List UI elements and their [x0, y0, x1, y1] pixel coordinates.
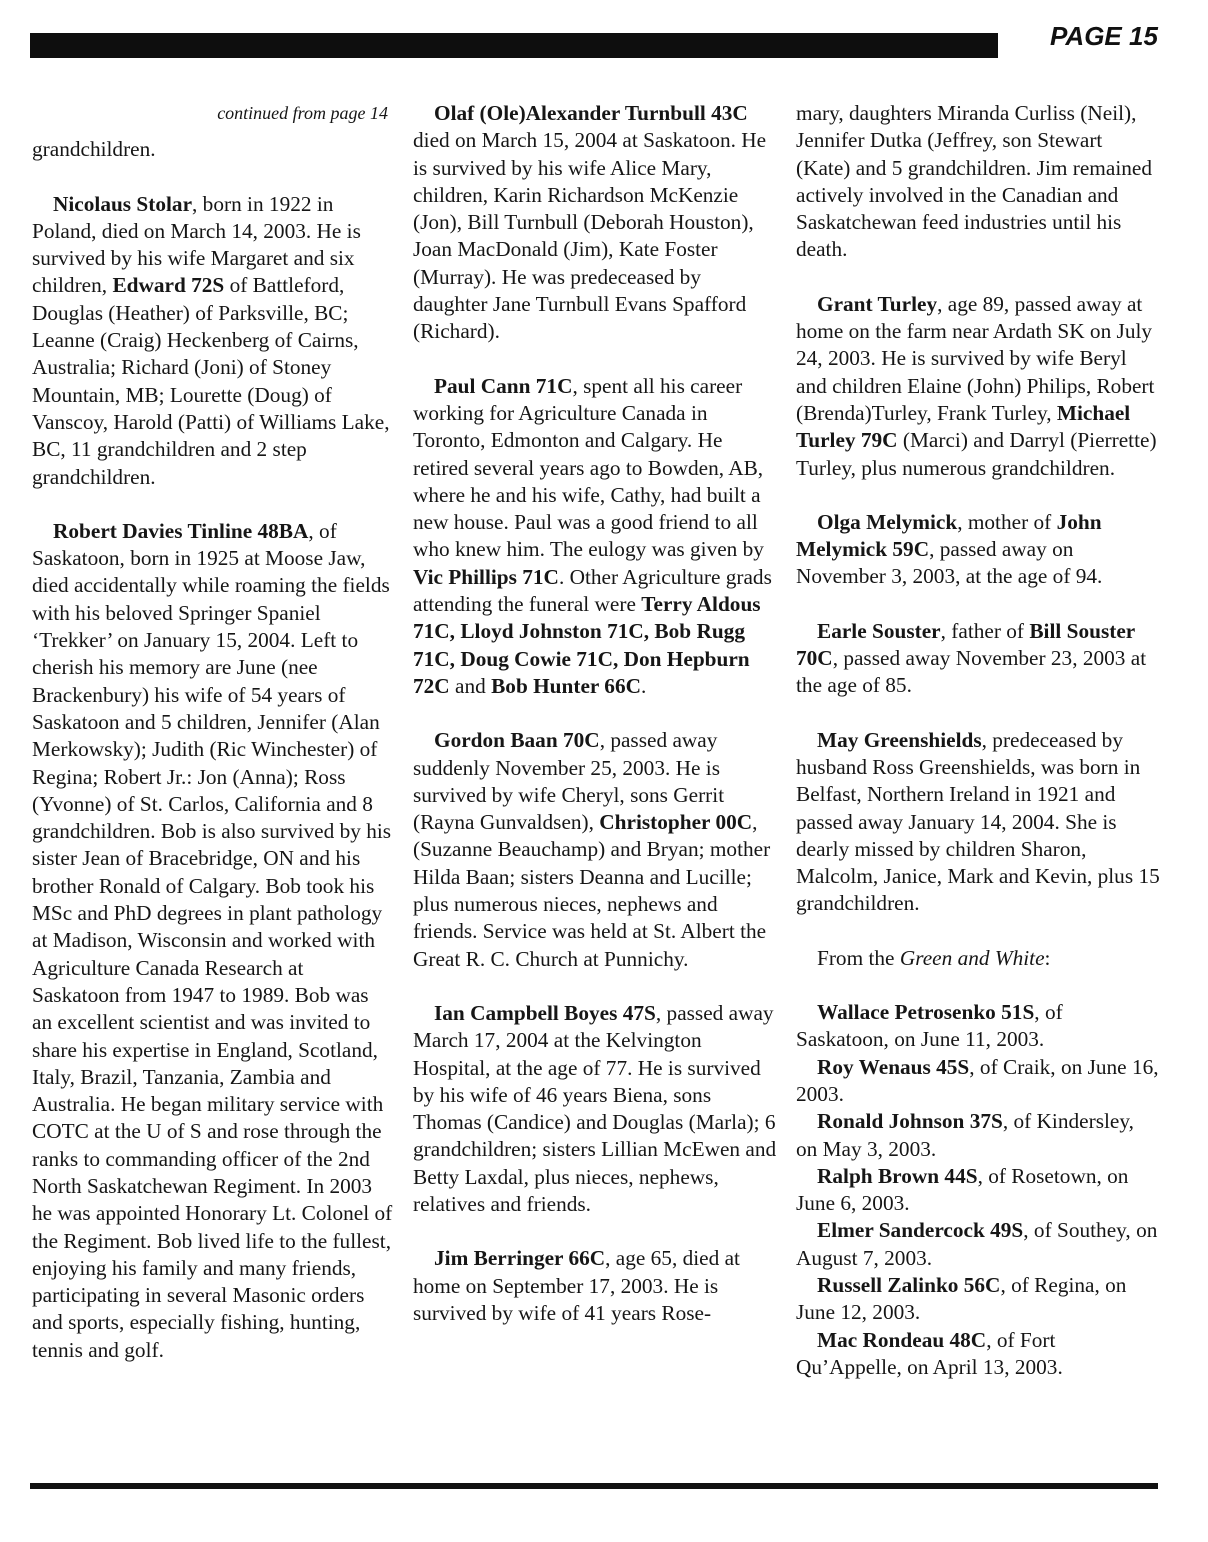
obituary-text: , of Saskatoon, born in 1925 at Moose Jaw, died accidentally while roaming the fields with his beloved Springer Spaniel ‘Trekker’ on January 15, 2004. Left to cherish his memory are June (nee Brackenbury) his wife of 54 years of Saskatoon and 5 children, Jennifer (Alan Merkowsky); Judith (Ric Winchester) of Regina; Robert Jr.: Jon (Anna); Ross (Yvonne) of St. Carlos, California and 8 grandchildren. Bob is also survived by his sister Jean of Bracebridge, ON and his brother Ronald of Calgary. Bob took his MSc and PhD degrees in plant pathology at Madison, Wisconsin and worked with Agriculture Canada Research at Saskatoon from 1947 to 1989. Bob was an excellent scientist and was invited to share his expertise in England, Scotland, Italy, Brazil, Tanzania, Zambia and Australia. He began military service with COTC at the U of S and rose through the ranks to commanding officer of the 2nd North Saskatchewan Regiment. In 2003 he was appointed Honorary Lt. Colonel of the Regiment. Bob lived life to the fullest, enjoying his family and many friends, participating in several Masonic orders and sports, especially fishing, hunting, tennis and golf.: [32, 518, 393, 1362]
header-bar: [30, 33, 998, 58]
obituary-text: , born in 1922 in Poland, died on March 14, 2003. He is survived by his wife Margaret and six children,: [32, 191, 361, 298]
obituary-text: , passed away November 23, 2003 at the age of 85.: [796, 646, 1147, 698]
obituary-text: , of Regina, on June 12, 2003.: [796, 1272, 1127, 1325]
alumnus-name: Michael Turley 79C: [796, 400, 1131, 453]
column-3: [796, 100, 1160, 1381]
obituary-name: Nicolaus Stolar: [53, 191, 193, 216]
obituary-name: Russell Zalinko 56C: [817, 1272, 1001, 1297]
obituary-text: , spent all his career working for Agriculture Canada in Toronto, Edmonton and Calgary. He retired several years ago to Bowden, AB, where he and his wife, Cathy, had built a new house. Paul was a good friend to all who knew him. The eulogy was given by: [413, 373, 764, 562]
list-item: [796, 1327, 1160, 1382]
obituary-text: of Battleford, Douglas (Heather) of Parksville, BC; Leanne (Craig) Heckenberg of Cairns, Australia; Richard (Joni) of Stoney Mountain, MB; Lourette (Doug) of Vanscoy, Harold (Patti) of Williams Lake, BC, 11 grandchildren and 2 step grandchildren.: [32, 273, 390, 489]
alumnus-name: John Melymick 59C: [796, 509, 1102, 562]
obituary-text: , of Saskatoon, on June 11, 2003.: [796, 1000, 1063, 1052]
obituary-text: , of Southey, on August 7, 2003.: [796, 1218, 1158, 1270]
obituary-name: Ralph Brown 44S: [817, 1163, 978, 1188]
obituary-name: Paul Cann 71C: [434, 373, 573, 398]
alumnus-name: Christopher 00C: [599, 810, 753, 835]
obituary-text: , of Craik, on June 16, 2003.: [796, 1054, 1159, 1106]
obituary-text: , mother of: [957, 509, 1057, 534]
obituary-berringer-continued: mary, daughters Miranda Curliss (Neil), Jennifer Dutka (Jeffrey, son Stewart (Kate) and 5 grandchildren. Jim remained actively involved in the Canadian and Saskatchewan feed industries until his death.: [796, 101, 1152, 262]
obituary-text: .: [640, 673, 647, 698]
carryover-text: grandchildren.: [32, 137, 156, 162]
obituary-name: Mac Rondeau 48C: [817, 1327, 987, 1352]
obituary-boyes: [413, 1000, 778, 1218]
obituary-cann: [413, 373, 778, 701]
list-item: [796, 1108, 1160, 1163]
obituary-text: , passed away March 17, 2004 at the Kelvington Hospital, at the age of 77. He is survived by his wife of 46 years Biena, sons Thomas (Candice) and Douglas (Marla); 6 grandchildren; sisters Lillian McEwen and Betty Laxdal, plus nieces, nephews, relatives and friends.: [413, 1000, 777, 1216]
obituary-text: , age 65, died at home on September 17, 2003. He is survived by wife of 41 years Rose-: [413, 1246, 740, 1325]
obituary-text: , passed away suddenly November 25, 2003. He is survived by wife Cheryl, sons Gerrit (Rayna Gunvaldsen),: [413, 728, 725, 835]
obituary-text: died on March 15, 2004 at Saskatoon. He is survived by his wife Alice Mary, children, Karin Richardson McKenzie (Jon), Bill Turnbull (Deborah Houston), Joan MacDonald (Jim), Kate Foster (Murray). He was predeceased by daughter Jane Turnbull Evans Spafford (Richard).: [413, 128, 767, 344]
footer-rule: [30, 1483, 1158, 1489]
obituary-baan: [413, 727, 778, 973]
obituary-name: Earle Souster: [817, 618, 941, 643]
obituary-text: , age 89, passed away at home on the farm near Ardath SK on July 24, 2003. He is survived by wife Beryl and children Elaine (John) Philips, Robert (Brenda)Turley, Frank Turley,: [796, 291, 1155, 425]
obituary-text: and: [449, 673, 492, 698]
page-number: PAGE 15: [1050, 21, 1158, 51]
list-item: [796, 1054, 1160, 1109]
list-item: [796, 999, 1160, 1054]
continued-note: continued from page 14: [217, 103, 388, 123]
obituary-name: Elmer Sandercock 49S: [817, 1218, 1024, 1243]
obituary-text: , passed away on November 3, 2003, at the age of 94.: [796, 537, 1103, 589]
obituary-text: (Marci) and Darryl (Pierrette) Turley, plus numerous grandchildren.: [796, 428, 1157, 480]
alumnus-name: Edward 72S: [112, 273, 225, 298]
obituary-name: Robert Davies Tinline 48BA: [53, 518, 309, 543]
obituary-turnbull: [413, 100, 778, 346]
obituary-name: Grant Turley: [817, 291, 938, 316]
obituary-berringer: [413, 1245, 778, 1327]
obituary-text: . Other Agriculture grads attending the funeral were: [413, 564, 772, 617]
obituary-text: , father of: [940, 618, 1030, 643]
obituary-name: Olaf (Ole)Alexander Turnbull 43C: [434, 101, 748, 125]
obituary-name: Jim Berringer 66C: [434, 1246, 606, 1271]
obituary-text: , of Kindersley, on May 3, 2003.: [796, 1109, 1134, 1161]
list-item: [796, 1217, 1160, 1272]
obituary-tinline: [32, 518, 394, 1364]
obituary-text: , predeceased by husband Ross Greenshields, was born in Belfast, Northern Ireland in 1921 and passed away January 14, 2004. She is dearly missed by children Sharon, Malcolm, Janice, Mark and Kevin, plus 15 grandchildren.: [796, 727, 1160, 916]
obituary-souster: [796, 618, 1160, 700]
obituary-name: Roy Wenaus 45S: [817, 1054, 970, 1079]
obituary-greenshields: [796, 727, 1160, 918]
source-intro: From the: [817, 945, 900, 970]
list-item: [796, 1163, 1160, 1218]
obituary-stolar: [32, 191, 394, 491]
obituary-melymick: [796, 509, 1160, 591]
obituary-name: Wallace Petrosenko 51S: [817, 1000, 1035, 1025]
obituary-turley: [796, 291, 1160, 482]
source-colon: :: [1044, 945, 1051, 970]
alumnus-names: Terry Aldous 71C, Lloyd Johnston 71C, Bob Rugg 71C, Doug Cowie 71C, Don Hepburn 72C: [413, 592, 761, 698]
source-line: [796, 945, 1160, 972]
list-item: [796, 1272, 1160, 1327]
obituary-text: , of Rosetown, on June 6, 2003.: [796, 1163, 1129, 1216]
column-2: [413, 100, 778, 1327]
obituary-name: Ronald Johnson 37S: [817, 1109, 1003, 1134]
alumnus-name: Bob Hunter 66C: [491, 673, 641, 698]
source-title: Green and White: [899, 945, 1045, 970]
obituary-name: Gordon Baan 70C: [434, 728, 600, 753]
column-1: [32, 100, 394, 1364]
alumnus-name: Bill Souster 70C: [796, 618, 1135, 671]
obituary-text: , (Suzanne Beauchamp) and Bryan; mother Hilda Baan; sisters Deanna and Lucille; plus numerous nieces, nephews and friends. Service was held at St. Albert the Great R. C. Church at Punnichy.: [413, 810, 771, 971]
obituary-name: May Greenshields: [817, 727, 982, 752]
obituary-text: , of Fort Qu’Appelle, on April 13, 2003.: [796, 1327, 1063, 1379]
obituary-name: Ian Campbell Boyes 47S: [434, 1000, 656, 1025]
alumnus-name: Vic Phillips 71C: [413, 564, 559, 589]
obituary-name: Olga Melymick: [817, 509, 958, 534]
